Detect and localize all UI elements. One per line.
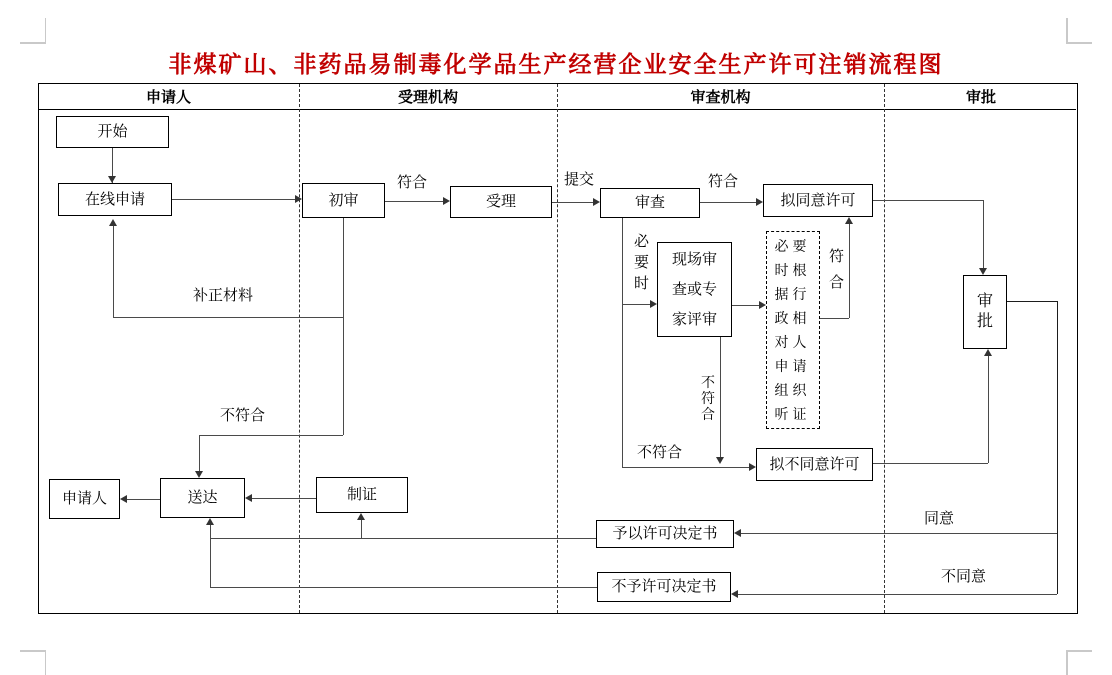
connector-line — [210, 587, 597, 589]
connector-line — [873, 200, 983, 202]
edge-label-nonconform-initial: 不符合 — [220, 407, 266, 424]
connector-line — [849, 223, 851, 318]
connector-line — [385, 201, 445, 203]
node-hearing-label: 必要时根据行政相对人申请组织听证 — [774, 238, 811, 422]
connector-line — [199, 435, 343, 437]
arrowhead-down — [979, 268, 987, 275]
node-propose-approve: 拟同意许可 — [763, 184, 873, 217]
arrowhead-up — [109, 219, 117, 226]
connector-line — [622, 218, 624, 467]
page-corner-mark — [1066, 18, 1068, 43]
connector-line — [988, 355, 990, 463]
page-title: 非煤矿山、非药品易制毒化学品生产经营企业安全生产许可注销流程图 — [168, 52, 944, 77]
arrowhead-left — [734, 529, 741, 537]
connector-line — [873, 463, 988, 465]
edge-label-agree: 同意 — [924, 510, 955, 527]
connector-line — [172, 199, 298, 201]
connector-line — [622, 304, 652, 306]
lane-header-accepting-agency: 受理机构 — [397, 89, 458, 106]
edge-label-disagree: 不同意 — [941, 568, 987, 585]
arrowhead-down — [195, 471, 203, 478]
node-accept: 受理 — [450, 186, 552, 218]
arrowhead-down — [716, 457, 724, 464]
connector-line — [820, 318, 849, 320]
connector-line — [199, 435, 201, 472]
arrowhead-up — [845, 217, 853, 224]
arrowhead-up — [206, 518, 214, 525]
connector-line — [983, 200, 985, 270]
table-border — [38, 83, 1078, 614]
page-corner-mark — [20, 42, 46, 44]
page-corner-mark — [45, 18, 47, 43]
connector-line — [361, 518, 363, 538]
connector-line — [1007, 301, 1057, 303]
arrowhead-left — [245, 494, 252, 502]
arrowhead-right — [650, 300, 657, 308]
node-deliver: 送达 — [160, 478, 245, 518]
node-make-cert: 制证 — [316, 477, 408, 513]
edge-label-if-necessary: 必要时 — [634, 233, 650, 292]
lane-separator — [299, 84, 300, 613]
edge-label-supplement-materials: 补正材料 — [193, 287, 254, 304]
node-propose-reject: 拟不同意许可 — [756, 448, 873, 481]
edge-label-nonconform-review: 不符合 — [637, 444, 683, 461]
node-start: 开始 — [56, 116, 169, 148]
node-grant-decision: 予以许可决定书 — [596, 520, 734, 548]
node-online-apply: 在线申请 — [58, 183, 172, 216]
arrowhead-left — [120, 495, 127, 503]
edge-label-conform-initial: 符合 — [397, 174, 428, 191]
arrowhead-down — [108, 176, 116, 183]
lane-header-applicant: 申请人 — [145, 89, 191, 106]
node-onsite-review-label: 现场审查或专家评审 — [671, 250, 717, 328]
page-corner-mark — [1066, 650, 1092, 652]
lane-header-approval: 审批 — [965, 89, 996, 106]
lane-header-review-agency: 审查机构 — [690, 89, 751, 106]
arrowhead-right — [295, 195, 302, 203]
edge-label-conform-hearing: 符合 — [829, 248, 845, 291]
arrowhead-up — [984, 349, 992, 356]
edge-label-conform-review: 符合 — [708, 173, 739, 190]
arrowhead-right — [593, 198, 600, 206]
connector-line — [113, 317, 343, 319]
arrowhead-up — [357, 513, 365, 520]
node-hearing — [766, 231, 820, 429]
arrowhead-right — [759, 301, 766, 309]
page-corner-mark — [20, 650, 46, 652]
node-preliminary-review: 初审 — [302, 183, 385, 218]
connector-line — [113, 224, 115, 317]
connector-line — [622, 467, 751, 469]
connector-line — [700, 202, 758, 204]
connector-line — [552, 202, 595, 204]
node-onsite-review — [657, 242, 732, 337]
node-deny-decision: 不予许可决定书 — [597, 572, 731, 602]
connector-line — [210, 538, 596, 540]
connector-line — [1057, 301, 1059, 594]
connector-line — [740, 533, 1057, 535]
edge-label-submit: 提交 — [564, 171, 595, 188]
page-corner-mark — [1066, 650, 1068, 675]
arrowhead-right — [749, 463, 756, 471]
edge-label-nonconform-onsite: 不符合 — [701, 374, 715, 422]
node-review: 审查 — [600, 188, 700, 218]
page-corner-mark — [45, 650, 47, 675]
page-corner-mark — [1066, 42, 1092, 44]
node-approval-label: 审批 — [976, 293, 993, 330]
lane-separator — [557, 84, 558, 613]
node-approval — [963, 275, 1007, 349]
connector-line — [343, 218, 345, 435]
connector-line — [250, 498, 316, 500]
node-applicant-end: 申请人 — [49, 479, 120, 519]
connector-line — [737, 594, 1057, 596]
arrowhead-right — [756, 198, 763, 206]
connector-line — [732, 305, 761, 307]
connector-line — [125, 499, 160, 501]
connector-line — [720, 337, 722, 458]
arrowhead-right — [443, 197, 450, 205]
arrowhead-left — [731, 590, 738, 598]
connector-line — [210, 523, 212, 587]
